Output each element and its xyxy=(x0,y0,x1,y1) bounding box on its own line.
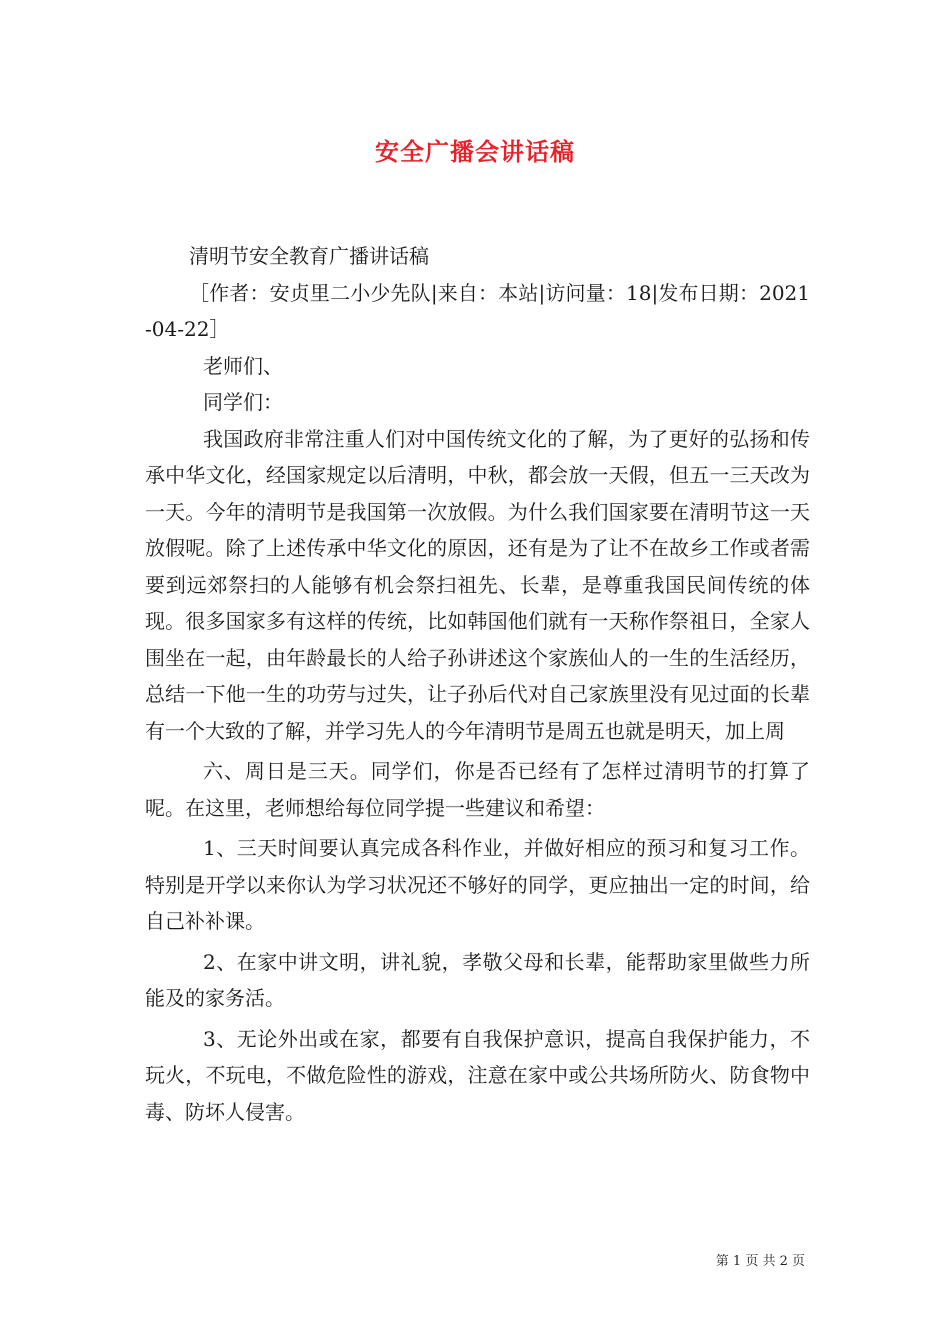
paragraph-advice-1: 1、三天时间要认真完成各科作业，并做好相应的预习和复习工作。特别是开学以来你认为学习状况还不够好的同学，更应抽出一定的时间，给自己补补课。 xyxy=(145,836,810,933)
document-title: 安全广播会讲话稿 xyxy=(375,137,575,166)
paragraph-meta: ［作者：安贞里二小少先队|来自：本站|访问量：18|发布日期：2021-04-22］ xyxy=(145,280,810,341)
document-body xyxy=(145,238,810,1130)
paragraph-holiday: 六、周日是三天。同学们，你是否已经有了怎样过清明节的打算了呢。在这里，老师想给每位同学提一些建议和希望： xyxy=(145,759,810,820)
paragraph-intro: 我国政府非常注重人们对中国传统文化的了解，为了更好的弘扬和传承中华文化，经国家规定以后清明，中秋，都会放一天假，但五一三天改为一天。今年的清明节是我国第一次放假。为什么我们国家要在清明节这一天放假呢。除了上述传承中华文化的原因，还有是为了让不在故乡工作或者需要到远郊祭扫的人能够有机会祭扫祖先、长辈，是尊重我国民间传统的体现。很多国家多有这样的传统，比如韩国他们就有一天称作祭祖日，全家人围坐在一起，由年龄最长的人给子孙讲述这个家族仙人的一生的生活经历，总结一下他一生的功劳与过失，让子孙后代对自己家族里没有见过面的长辈有一个大致的了解，并学习先人的今年清明节是周五也就是明天，加上周 xyxy=(145,426,810,743)
paragraph-greeting-students: 同学们： xyxy=(203,390,283,414)
paragraph-advice-2: 2、在家中讲文明，讲礼貌，孝敬父母和长辈，能帮助家里做些力所能及的家务活。 xyxy=(145,949,810,1010)
paragraph-greeting-teachers: 老师们、 xyxy=(203,353,283,378)
paragraph-subtitle: 清明节安全教育广播讲话稿 xyxy=(189,244,429,268)
page-number: 第 1 页 共 2 页 xyxy=(715,1254,805,1269)
paragraph-advice-3: 3、无论外出或在家，都要有自我保护意识，提高自我保护能力，不玩火，不玩电，不做危险性的游戏，注意在家中或公共场所防火、防食物中毒、防坏人侵害。 xyxy=(145,1026,810,1124)
